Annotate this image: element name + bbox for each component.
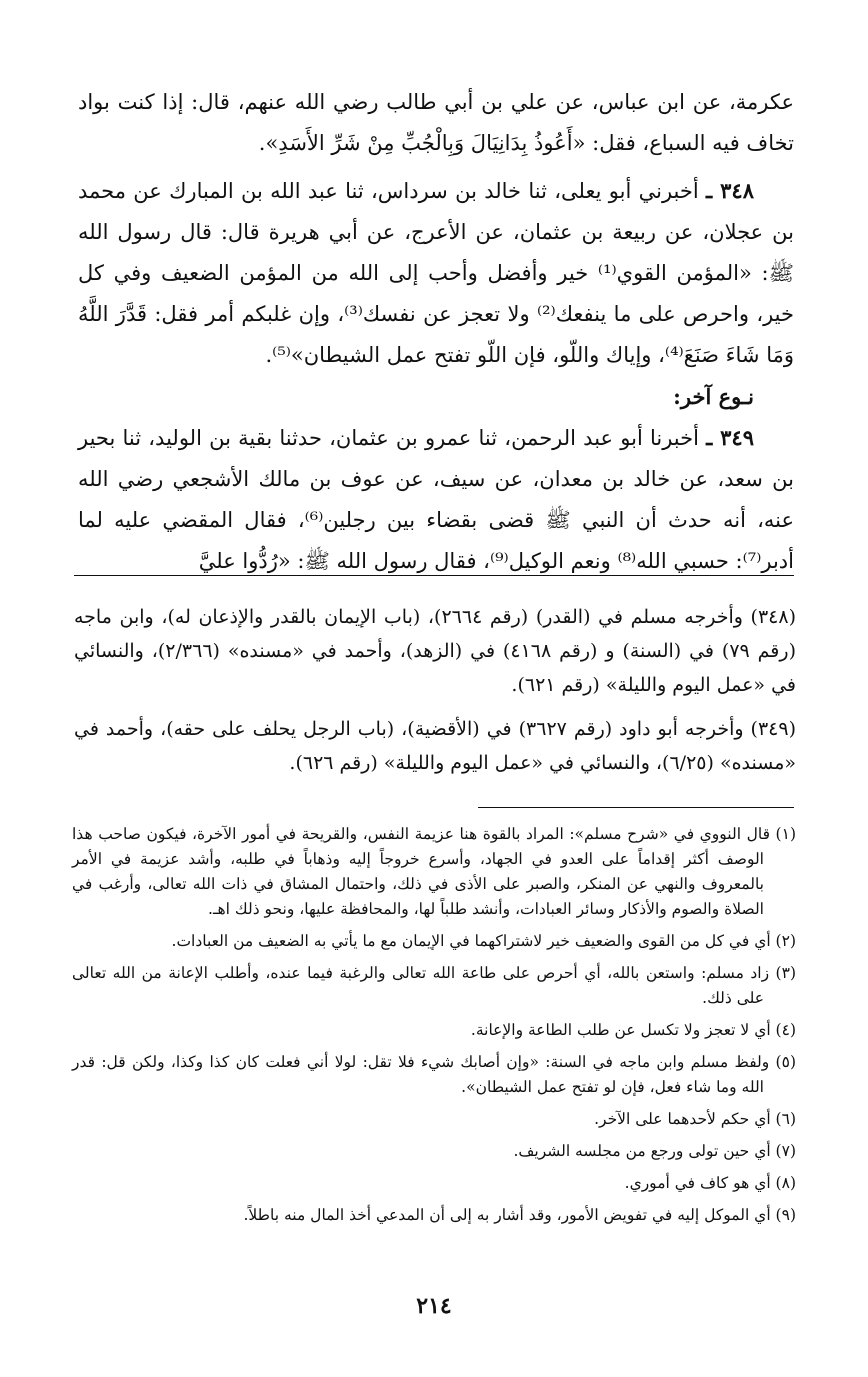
footnote: (٣) زاد مسلم: واستعن بالله، أي أحرص على طاعة الله تعالى والرغبة فيما عنده، وأطلب الإعانة من الله تعالى على ذلك. <box>72 964 796 1007</box>
main-paragraph: عكرمة، عن ابن عباس، عن علي بن أبي طالب رضي الله عنهم، قال: إذا كنت بواد تخاف فيه السباع، فقل: «أَعُوذُ بِدَانِيَالَ وَبِالْجُبِّ مِنْ شَرِّ الأَسَدِ». <box>78 90 794 155</box>
hadith-349 <box>78 417 794 582</box>
hadith-number: ٣٤٩ ـ <box>706 425 754 450</box>
footnote-rule <box>478 807 794 808</box>
footnote: (٦) أي حكم لأحدهما على الآخر. <box>594 1110 796 1128</box>
hadith-number: ٣٤٨ ـ <box>706 178 754 203</box>
section-heading: نـوع آخر: <box>673 384 754 409</box>
source-references <box>74 600 796 790</box>
footnote: (١) قال النووي في «شرح مسلم»: المراد بالقوة هنا عزيمة النفس، والقريحة في أمور الآخرة، فيكون صاحب هذا الوصف أكثر إقداماً على العدو في الجهاد، وأسرع خروجاً إليه وذهاباً في طلبه، وأشد عزيمة في الأمر بالمعروف والنهي عن المنكر، والصبر على الأذى في ذلك، واحتمال المشاق في ذات الله تعالى، وأرغب في الصلاة والصوم والأذكار وسائر العبادات، وأنشد طلباً لها، والمحافظة عليها، ونحو ذلك اهـ. <box>72 825 796 918</box>
footnote: (٧) أي حين تولى ورجع من مجلسه الشريف. <box>513 1142 796 1160</box>
hadith-text: أخبرني أبو يعلى، ثنا خالد بن سرداس، ثنا عبد الله بن المبارك عن محمد بن عجلان، عن ربيعة بن عثمان، عن الأعرج، عن أبي هريرة قال: قال رسول الله ﷺ: «المؤمن القوي⁽¹⁾ خير وأفضل وأحب إلى الله من المؤمن الضعيف وفي كل خير، واحرص على ما ينفعك⁽²⁾ ولا تعجز عن نفسك⁽³⁾، وإن غلبكم أمر فقل: قَدَّرَ اللَّهُ وَمَا شَاءَ صَنَعَ⁽⁴⁾، وإياك واللّو، فإن اللّو تفتح عمل الشيطان»⁽⁵⁾. <box>78 179 795 367</box>
footnotes <box>72 822 796 1235</box>
source-reference: (٣٤٩) وأخرجه أبو داود (رقم ٣٦٢٧) في (الأقضية)، (باب الرجل يحلف على حقه)، وأحمد في «مسنده» (٦/٢٥)، والنسائي في «عمل اليوم والليلة» (رقم ٦٢٦). <box>74 718 796 774</box>
page-number: ٢١٤ <box>416 1293 452 1319</box>
footnote: (٥) ولفظ مسلم وابن ماجه في السنة: «وإن أصابك شيء فلا تقل: لولا أني فعلت كان كذا وكذا، ولكن قل: قدر الله وما شاء فعل، فإن لو تفتح عمل الشيطان». <box>72 1053 796 1096</box>
source-reference: (٣٤٨) وأخرجه مسلم في (القدر) (رقم ٢٦٦٤)، (باب الإيمان بالقدر والإذعان له)، وابن ماجه (رقم ٧٩) في (السنة) و (رقم ٤١٦٨) في (الزهد)، وأحمد في «مسنده» (٢/٣٦٦)، والنسائي في «عمل اليوم والليلة» (رقم ٦٢١). <box>74 606 796 696</box>
footnote: (٩) أي الموكل إليه في تفويض الأمور، وقد أشار به إلى أن المدعي أخذ المال منه باطلاً. <box>243 1206 796 1224</box>
separator-rule <box>74 575 794 576</box>
footnote: (٢) أي في كل من القوى والضعيف خير لاشتراكهما في الإيمان مع ما يأتي به الضعيف من العبادات. <box>171 932 796 950</box>
hadith-348 <box>78 170 794 376</box>
main-text <box>78 82 794 582</box>
footnote: (٨) أي هو كاف في أموري. <box>624 1174 796 1192</box>
footnote: (٤) أي لا تعجز ولا تكسل عن طلب الطاعة والإعانة. <box>470 1021 796 1039</box>
hadith-text: أخبرنا أبو عبد الرحمن، ثنا عمرو بن عثمان، حدثنا بقية بن الوليد، ثنا بحير بن سعد، عن خالد بن معدان، عن سيف، عن عوف بن مالك الأشجعي رضي الله عنه، أنه حدث أن النبي ﷺ قضى بقضاء بين رجلين⁽⁶⁾، فقال المقضي عليه لما أدبر⁽⁷⁾: حسبي الله⁽⁸⁾ ونعم الوكيل⁽⁹⁾، فقال رسول الله ﷺ: «رُدُّوا عليَّ <box>78 426 795 573</box>
